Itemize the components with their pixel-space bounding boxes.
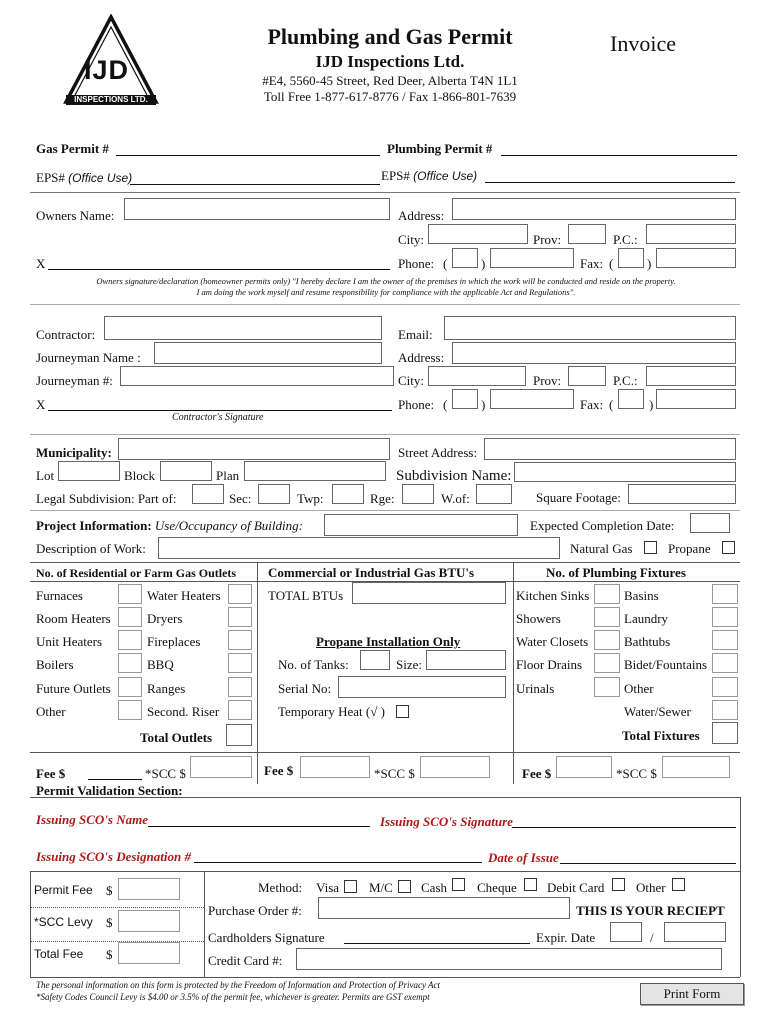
fixtures-fee-label: Fee $ <box>522 766 552 781</box>
contractor-pc-input[interactable] <box>646 366 736 386</box>
street-address-input[interactable] <box>484 438 736 460</box>
levy-note: *Safety Codes Council Levy is $4.00 or 3.5% of the permit fee, whichever is greater. Permits are GST exempt <box>36 992 430 1002</box>
owner-phone-area[interactable] <box>452 248 478 268</box>
journeyman-no-input[interactable] <box>120 366 394 386</box>
expiry-month-input[interactable] <box>610 922 642 942</box>
total-btus-label: TOTAL BTUs <box>268 588 344 603</box>
payment-box-border <box>204 871 205 977</box>
fixture-count-input[interactable] <box>594 677 620 697</box>
fixture-count-input[interactable] <box>712 584 738 604</box>
outlet-label: Furnaces <box>36 588 83 603</box>
date-of-issue-label: Date of Issue <box>488 850 559 865</box>
fixture-count-input[interactable] <box>712 677 738 697</box>
rge-label: Rge: <box>370 491 395 506</box>
purchase-order-label: Purchase Order #: <box>208 903 302 918</box>
fixture-count-input[interactable] <box>712 653 738 673</box>
owner-city-input[interactable] <box>428 224 528 244</box>
commercial-fee-label: Fee $ <box>264 763 294 778</box>
outlet-label: Dryers <box>147 611 183 626</box>
credit-card-label: Credit Card #: <box>208 953 283 968</box>
expiry-year-input[interactable] <box>664 922 726 942</box>
column-divider <box>257 562 258 784</box>
owner-fax-area[interactable] <box>618 248 644 268</box>
tanks-input[interactable] <box>360 650 390 670</box>
method-mc-label: M/C <box>369 880 393 895</box>
eps-text: EPS# <box>36 170 65 185</box>
purchase-order-input[interactable] <box>318 897 570 919</box>
subdivision-label: Subdivision Name: <box>396 468 512 484</box>
dollar-sign: $ <box>106 915 113 930</box>
temp-heat-label: Temporary Heat (√ ) <box>278 704 385 719</box>
outlet-label: Water Heaters <box>147 588 221 603</box>
project-info-title: Project Information: <box>36 518 152 533</box>
fixture-label: Kitchen Sinks <box>516 588 590 603</box>
sco-signature-field[interactable] <box>512 827 736 828</box>
tanks-label: No. of Tanks: <box>278 657 349 672</box>
outlet-count-input[interactable] <box>118 584 142 604</box>
fixture-label: Basins <box>624 588 659 603</box>
fixtures-scc-input[interactable] <box>662 756 730 778</box>
outlets-scc-label: *SCC $ <box>145 766 186 781</box>
outlet-label: Unit Heaters <box>36 634 103 649</box>
method-other-label: Other <box>636 880 666 895</box>
block-input[interactable] <box>160 461 212 481</box>
eps-label-1 <box>36 170 132 186</box>
propane-only-label: Propane Installation Only <box>316 634 461 649</box>
outlet-count-input[interactable] <box>228 653 252 673</box>
fixture-label: Other <box>624 681 654 696</box>
print-form-button[interactable]: Print Form <box>640 983 744 1005</box>
fixture-label: Laundry <box>624 611 669 626</box>
contractor-input[interactable] <box>104 316 382 340</box>
column-divider <box>513 562 514 784</box>
sco-signature-label: Issuing SCO's Signature <box>380 814 513 829</box>
lot-input[interactable] <box>58 461 120 481</box>
paren-open: ( <box>443 397 448 412</box>
contractor-prov-label: Prov: <box>533 373 562 388</box>
total-fixtures-label: Total Fixtures <box>622 728 700 743</box>
paren-close: ) <box>481 256 486 271</box>
municipality-input[interactable] <box>118 438 390 460</box>
outlet-count-input[interactable] <box>118 700 142 720</box>
plan-label: Plan <box>216 468 240 483</box>
fixture-count-input[interactable] <box>712 630 738 650</box>
office-use-text: (Office Use) <box>68 171 133 185</box>
serial-label: Serial No: <box>278 681 332 696</box>
dollar-sign: $ <box>106 883 113 898</box>
outlet-count-input[interactable] <box>228 630 252 650</box>
method-debit-label: Debit Card <box>547 880 605 895</box>
outlet-label: Ranges <box>147 681 186 696</box>
commercial-scc-input[interactable] <box>420 756 490 778</box>
block-label: Block <box>124 468 156 483</box>
total-outlets-input[interactable] <box>226 724 252 746</box>
sco-designation-label: Issuing SCO's Designation # <box>36 849 191 864</box>
temp-heat-checkbox[interactable] <box>396 705 409 718</box>
contractor-phone-area[interactable] <box>452 389 478 409</box>
outlet-label: Boilers <box>36 657 74 672</box>
validation-section-label: Permit Validation Section: <box>36 783 183 798</box>
sec-label: Sec: <box>229 491 252 506</box>
contractor-address-label: Address: <box>398 350 445 365</box>
serial-input[interactable] <box>338 676 506 698</box>
method-cash-label: Cash <box>421 880 447 895</box>
contractor-fax-area[interactable] <box>618 389 644 409</box>
fixture-label: Water Closets <box>516 634 589 649</box>
journeyman-name-input[interactable] <box>154 342 382 364</box>
eps-field-1[interactable] <box>130 184 380 185</box>
sco-name-field[interactable] <box>148 826 370 827</box>
privacy-note: The personal information on this form is protected by the Freedom of Information and Protection of Privacy Act <box>36 980 441 990</box>
subdivision-input[interactable] <box>514 462 736 482</box>
owner-city-label: City: <box>398 232 425 247</box>
logo-subtext: INSPECTIONS LTD. <box>66 95 156 105</box>
owner-prov-label: Prov: <box>533 232 562 247</box>
contractor-address-input[interactable] <box>452 342 736 364</box>
office-use-text: (Office Use) <box>413 169 478 183</box>
legal-subdivision-label: Legal Subdivision: Part of: <box>36 491 177 506</box>
commercial-scc-label: *SCC $ <box>374 766 415 781</box>
owner-signature-x: X <box>36 256 46 271</box>
paren-close: ) <box>649 397 654 412</box>
eps-label-2 <box>381 168 477 184</box>
date-of-issue-field[interactable] <box>560 863 736 864</box>
total-fixtures-input[interactable] <box>712 722 738 744</box>
form-title: Plumbing and Gas Permit <box>267 24 513 49</box>
eps-field-2[interactable] <box>485 182 735 183</box>
municipality-label: Municipality: <box>36 445 112 460</box>
fixture-count-input[interactable] <box>594 653 620 673</box>
permit-fee-label: Permit Fee <box>34 883 93 897</box>
other-checkbox[interactable] <box>672 878 685 891</box>
rge-input[interactable] <box>402 484 434 504</box>
contractor-pc-label: P.C.: <box>613 373 638 388</box>
expiry-label: Expir. Date <box>536 930 596 945</box>
divider <box>30 797 740 798</box>
journeyman-no-label: Journeyman #: <box>36 373 113 388</box>
owner-signature-line[interactable] <box>48 269 390 270</box>
twp-input[interactable] <box>332 484 364 504</box>
sec-input[interactable] <box>258 484 290 504</box>
paren-open: ( <box>609 397 614 412</box>
dollar-sign: $ <box>106 947 113 962</box>
cardholder-label: Cardholders Signature <box>208 930 325 945</box>
outlet-label: Room Heaters <box>36 611 111 626</box>
owner-pc-label: P.C.: <box>613 232 638 247</box>
plan-input[interactable] <box>244 461 386 481</box>
total-outlets-label: Total Outlets <box>140 730 213 745</box>
commercial-header: Commercial or Industrial Gas BTU's <box>268 565 475 580</box>
gas-permit-label: Gas Permit # <box>36 141 109 156</box>
owner-fax-label: Fax: <box>580 256 604 271</box>
divider <box>30 434 740 435</box>
part-of-input[interactable] <box>192 484 224 504</box>
fixture-count-input[interactable] <box>594 607 620 627</box>
owner-declaration-2: I am doing the work myself and resume responsibility for compliance with the applicable Act and Regulations". <box>196 287 576 297</box>
owner-declaration-1: Owners signature/declaration (homeowner permits only) "I hereby declare I am the owner of the premises in which the work will be conducted and reside on the property. <box>96 276 676 286</box>
divider <box>30 752 740 753</box>
credit-card-input[interactable] <box>296 948 722 970</box>
divider <box>30 510 740 511</box>
method-cheque-label: Cheque <box>477 880 517 895</box>
gas-permit-field[interactable] <box>116 155 380 156</box>
outlet-count-input[interactable] <box>118 677 142 697</box>
scc-levy-input[interactable] <box>118 910 180 932</box>
owner-address-input[interactable] <box>452 198 736 220</box>
outlet-count-input[interactable] <box>118 653 142 673</box>
payment-box-border <box>740 871 741 977</box>
owner-phone-label: Phone: <box>398 256 435 271</box>
cash-checkbox[interactable] <box>452 878 465 891</box>
divider <box>30 871 740 872</box>
propane-label: Propane <box>668 541 711 556</box>
invoice-label: Invoice <box>610 31 676 56</box>
fixture-count-input[interactable] <box>712 607 738 627</box>
plumbing-permit-field[interactable] <box>501 155 737 156</box>
size-label: Size: <box>396 657 422 672</box>
fixture-count-input[interactable] <box>712 700 738 720</box>
outlet-label: Second. Riser <box>147 704 220 719</box>
contractor-fax-label: Fax: <box>580 397 604 412</box>
occupancy-label: Use/Occupancy of Building: <box>154 518 303 533</box>
fixtures-header: No. of Plumbing Fixtures <box>546 565 686 580</box>
completion-date-label: Expected Completion Date: <box>530 518 675 533</box>
outlets-fee-label: Fee $ <box>36 766 66 781</box>
owners-name-input[interactable] <box>124 198 390 220</box>
owner-prov-input[interactable] <box>568 224 606 244</box>
paren-close: ) <box>647 256 652 271</box>
contractor-signature-caption: Contractor's Signature <box>172 412 264 423</box>
outlet-count-input[interactable] <box>228 584 252 604</box>
occupancy-input[interactable] <box>324 514 518 536</box>
fixture-label: Bidet/Fountains <box>624 657 708 672</box>
company-name: IJD Inspections Ltd. <box>315 52 465 71</box>
method-visa-label: Visa <box>316 880 340 895</box>
contractor-phone-label: Phone: <box>398 397 435 412</box>
sco-name-label: Issuing SCO's Name <box>36 812 148 827</box>
paren-close: ) <box>481 397 486 412</box>
section-border <box>740 797 741 871</box>
propane-checkbox[interactable] <box>722 541 735 554</box>
eps-text: EPS# <box>381 168 410 183</box>
outlet-count-input[interactable] <box>228 607 252 627</box>
divider <box>30 304 740 305</box>
mc-checkbox[interactable] <box>398 880 411 893</box>
wof-input[interactable] <box>476 484 512 504</box>
commercial-fee-input[interactable] <box>300 756 370 778</box>
street-address-label: Street Address: <box>398 445 478 460</box>
owner-address-label: Address: <box>398 208 445 223</box>
size-input[interactable] <box>426 650 506 670</box>
project-info-label <box>36 518 303 534</box>
expiry-slash: / <box>650 930 654 945</box>
wof-label: W.of: <box>441 491 470 506</box>
fixture-count-input[interactable] <box>594 630 620 650</box>
contractor-email-input[interactable] <box>444 316 736 340</box>
contractor-signature-x: X <box>36 397 46 412</box>
outlet-label: Fireplaces <box>147 634 201 649</box>
owner-fax-number[interactable] <box>656 248 736 268</box>
debit-checkbox[interactable] <box>612 878 625 891</box>
description-input[interactable] <box>158 537 560 559</box>
total-fee-label: Total Fee <box>34 947 84 961</box>
plumbing-permit-label: Plumbing Permit # <box>387 141 493 156</box>
contractor-fax-number[interactable] <box>656 389 736 409</box>
divider <box>30 192 740 193</box>
natural-gas-checkbox[interactable] <box>644 541 657 554</box>
owners-name-label: Owners Name: <box>36 208 115 223</box>
outlet-count-input[interactable] <box>228 677 252 697</box>
fixture-count-input[interactable] <box>594 584 620 604</box>
twp-label: Twp: <box>297 491 324 506</box>
fixture-label: Floor Drains <box>516 657 583 672</box>
owner-pc-input[interactable] <box>646 224 736 244</box>
visa-checkbox[interactable] <box>344 880 357 893</box>
contractor-city-input[interactable] <box>428 366 526 386</box>
outlets-header: No. of Residential or Farm Gas Outlets <box>36 566 237 580</box>
contractor-label: Contractor: <box>36 327 96 342</box>
outlet-label: BBQ <box>147 657 174 672</box>
company-address: #E4, 5560-45 Street, Red Deer, Alberta T4N 1L1 <box>262 73 518 88</box>
receipt-label: THIS IS YOUR RECIEPT <box>576 903 725 918</box>
paren-open: ( <box>443 256 448 271</box>
cardholder-signature-field[interactable] <box>344 943 530 944</box>
natural-gas-label: Natural Gas <box>570 541 633 556</box>
outlets-fee-field[interactable] <box>88 779 142 780</box>
lot-label: Lot <box>36 468 55 483</box>
cheque-checkbox[interactable] <box>524 878 537 891</box>
fixtures-fee-input[interactable] <box>556 756 612 778</box>
outlet-count-input[interactable] <box>118 630 142 650</box>
contractor-signature-line[interactable] <box>48 410 392 411</box>
total-btus-input[interactable] <box>352 582 506 604</box>
outlets-scc-input[interactable] <box>190 756 252 778</box>
total-fee-input[interactable] <box>118 942 180 964</box>
square-footage-label: Square Footage: <box>536 490 621 505</box>
company-phone: Toll Free 1-877-617-8776 / Fax 1-866-801-7639 <box>263 89 517 104</box>
outlet-count-input[interactable] <box>228 700 252 720</box>
fixture-label: Showers <box>516 611 561 626</box>
paren-open: ( <box>609 256 614 271</box>
permit-fee-input[interactable] <box>118 878 180 900</box>
contractor-prov-input[interactable] <box>568 366 606 386</box>
description-label: Description of Work: <box>36 541 146 556</box>
scc-levy-label: *SCC Levy <box>34 915 93 929</box>
sco-designation-field[interactable] <box>194 862 482 863</box>
outlet-count-input[interactable] <box>118 607 142 627</box>
divider <box>30 977 740 978</box>
square-footage-input[interactable] <box>628 484 736 504</box>
contractor-phone-number[interactable] <box>490 389 574 409</box>
owner-phone-number[interactable] <box>490 248 574 268</box>
completion-date-input[interactable] <box>690 513 730 533</box>
outlet-label: Future Outlets <box>36 681 111 696</box>
outlet-label: Other <box>36 704 66 719</box>
fixtures-scc-label: *SCC $ <box>616 766 657 781</box>
journeyman-name-label: Journeyman Name : <box>36 350 141 365</box>
contractor-email-label: Email: <box>398 327 433 342</box>
fixture-label: Urinals <box>516 681 555 696</box>
method-label: Method: <box>258 880 303 895</box>
logo-text: IJD <box>84 55 130 85</box>
divider <box>30 907 204 908</box>
payment-box-border <box>30 871 31 977</box>
contractor-city-label: City: <box>398 373 425 388</box>
table-top-border <box>30 562 740 563</box>
fixture-label: Water/Sewer <box>624 704 691 719</box>
fixture-label: Bathtubs <box>624 634 671 649</box>
